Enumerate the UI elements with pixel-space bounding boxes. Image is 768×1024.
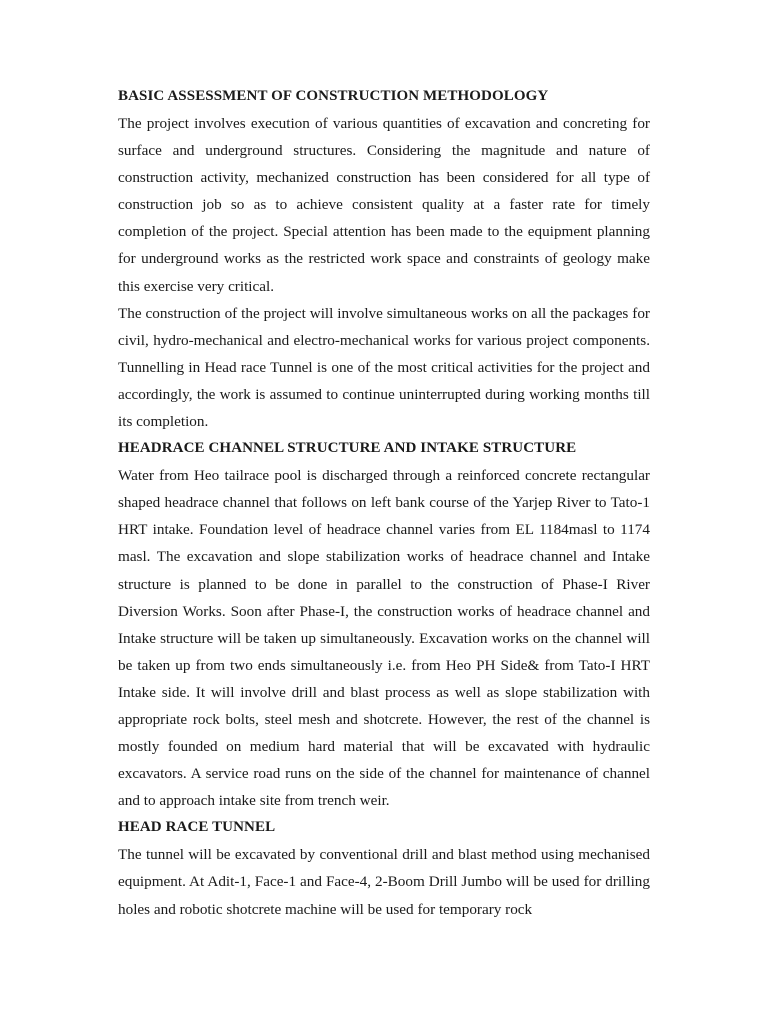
paragraph-methodology-simultaneous-works: The construction of the project will involve simultaneous works on all the packages for civil, hydro-mechanical and electro-mechanical works for various project components. Tunnelling in Head race Tunnel is one of the most critical activities for the project and accordingly, the work is assumed to continue uninterrupted during working months till its completion. bbox=[118, 304, 650, 431]
paragraph-headrace-channel: Water from Heo tailrace pool is discharged through a reinforced concrete rectangular shaped headrace channel that follows on left bank course of the Yarjep River to Tato-1 HRT intake. Foundation level of headrace channel varies from EL 1184masl to 1174 masl. The excavation and slope stabilization works of headrace channel and Intake structure is planned to be done in parallel to the construction of Phase-I River Diversion Works. Soon after Phase-I, the construction works of headrace channel and Intake structure will be taken up simultaneously. Excavation works on the channel will be taken up from two ends simultaneously i.e. from Heo PH Side& from Tato-I HRT Intake side. It will involve drill and blast process as well as slope stabilization with appropriate rock bolts, steel mesh and shotcrete. However, the rest of the channel is mostly founded on medium hard material that will be excavated with hydraulic excavators. A service road runs on the side of the channel for maintenance of channel and to approach intake site from trench weir. bbox=[118, 467, 650, 810]
section-heading-construction-methodology: BASIC ASSESSMENT OF CONSTRUCTION METHODOLOGY bbox=[118, 88, 549, 104]
paragraph-head-race-tunnel: The tunnel will be excavated by conventional drill and blast method using mechanised equipment. At Adit-1, Face-1 and Face-4, 2-Boom Drill Jumbo will be used for drilling holes and robotic shotcrete machine will be used for temporary rock bbox=[118, 846, 650, 918]
section-heading-headrace-channel: HEADRACE CHANNEL STRUCTURE AND INTAKE STRUCTURE bbox=[118, 440, 577, 457]
paragraph-methodology-intro: The project involves execution of various quantities of excavation and concreting for surface and underground structures. Considering the magnitude and nature of construction activity, mechanized construction has been considered for all type of construction job so as to achieve consistent quality at a faster rate for timely completion of the project. Special attention has been made to the equipment planning for underground works as the restricted work space and constraints of geology make this exercise very critical. bbox=[118, 115, 650, 295]
document-page bbox=[118, 83, 650, 923]
section-heading-head-race-tunnel: HEAD RACE TUNNEL bbox=[118, 819, 276, 836]
